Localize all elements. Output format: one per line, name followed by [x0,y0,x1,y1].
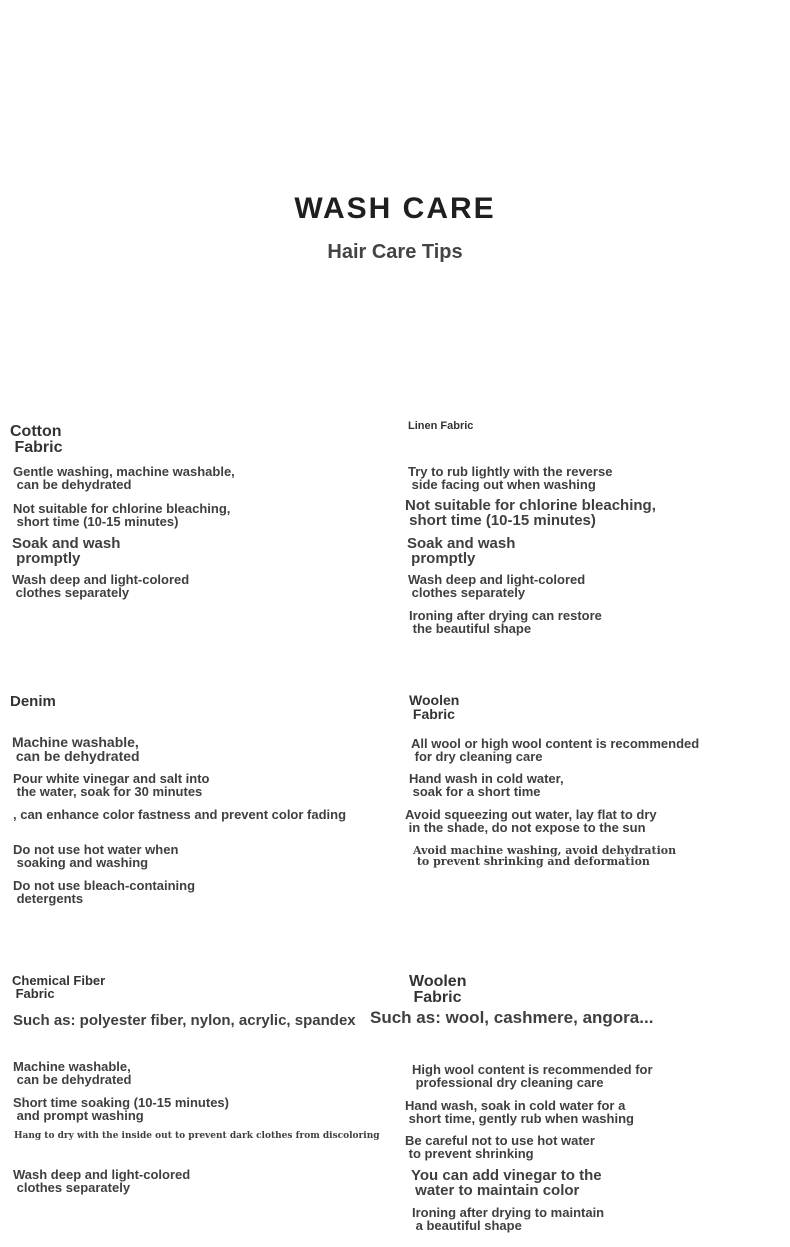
woolen-examples: Such as: wool, cashmere, angora... [370,1008,654,1027]
woolen-tip: Avoid squeezing out water, lay flat to dry in the shade, do not expose to the sun [405,807,657,835]
woolen-heading: Woolen Fabric [409,692,460,722]
page-title: WASH CARE [294,192,496,225]
woolen-tip: You can add vinegar to the water to maintain color [411,1167,602,1199]
cotton-tip: Wash deep and light-colored clothes separately [12,572,190,600]
chemical-fiber-tip: Short time soaking (10-15 minutes) and prompt washing [13,1095,229,1123]
denim-tip: Pour white vinegar and salt into the water, soak for 30 minutes [13,771,210,799]
page-subtitle: Hair Care Tips [327,241,463,263]
woolen-tip: Hand wash in cold water, soak for a short time [409,771,564,799]
linen-tip: Ironing after drying can restore the beautiful shape [409,608,602,636]
linen-tip: Try to rub lightly with the reverse side facing out when washing [408,464,613,492]
cotton-tip: Not suitable for chlorine bleaching, short time (10-15 minutes) [13,501,231,529]
denim-tip: Machine washable, can be dehydrated [12,734,140,764]
denim-tip: Do not use hot water when soaking and washing [13,842,179,870]
cotton-tip: Gentle washing, machine washable, can be dehydrated [13,464,235,492]
woolen-tip: Avoid machine washing, avoid dehydration to prevent shrinking and deformation [413,844,677,868]
woolen-tip: High wool content is recommended for professional dry cleaning care [412,1062,653,1090]
cotton-heading: Cotton Fabric [10,423,63,456]
cotton-tip: Soak and wash promptly [12,535,121,567]
woolen-heading: Woolen Fabric [409,973,467,1006]
linen-tip: Wash deep and light-colored clothes separately [408,572,586,600]
chemical-fiber-tip: Hang to dry with the inside out to prevent dark clothes from discoloring [14,1131,380,1141]
woolen-tip: Ironing after drying to maintain a beautiful shape [412,1205,605,1233]
linen-tip: Not suitable for chlorine bleaching, short time (10-15 minutes) [405,497,656,529]
woolen-tip: Be careful not to use hot water to prevent shrinking [405,1133,595,1161]
chemical-fiber-tip: Machine washable, can be dehydrated [13,1059,132,1087]
woolen-tip: All wool or high wool content is recommended for dry cleaning care [411,736,700,764]
denim-tip: , can enhance color fastness and prevent color fading [13,807,347,822]
linen-tip: Soak and wash promptly [407,535,516,567]
denim-heading: Denim [10,693,56,710]
chemical-fiber-examples: Such as: polyester fiber, nylon, acrylic, spandex [13,1012,356,1029]
woolen-tip: Hand wash, soak in cold water for a short time, gently rub when washing [405,1098,634,1126]
chemical-fiber-tip: Wash deep and light-colored clothes separately [13,1167,191,1195]
chemical-fiber-heading: Chemical Fiber Fabric [12,973,106,1001]
denim-tip: Do not use bleach-containing detergents [13,878,196,906]
linen-heading: Linen Fabric [408,420,474,432]
